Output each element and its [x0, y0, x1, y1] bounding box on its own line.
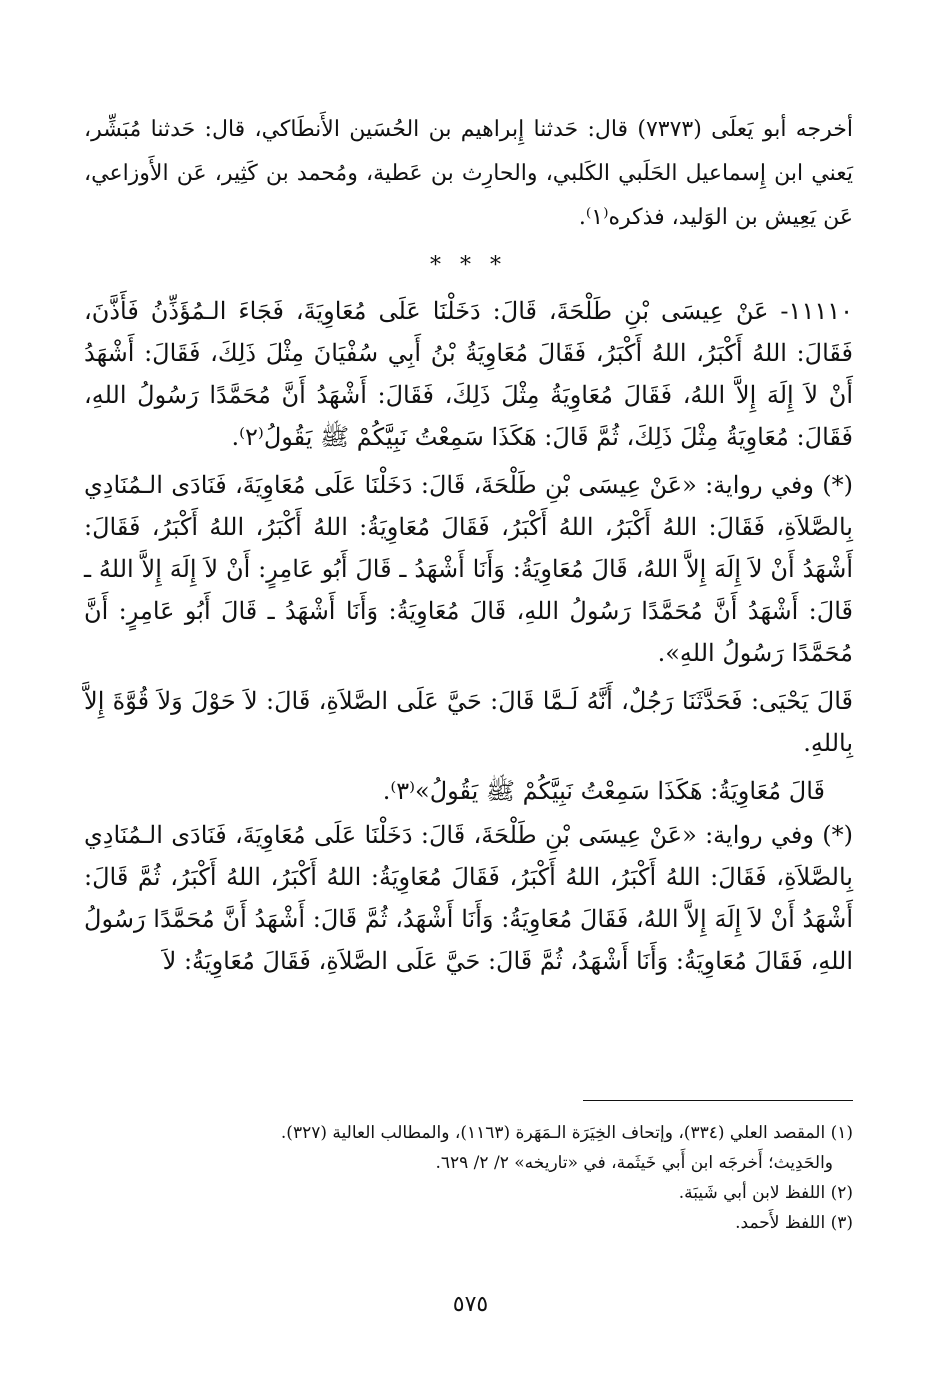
- muawiya-paragraph: قَالَ مُعَاوِيَةُ: هَكَذَا سَمِعْتُ نَبِيَّكُمْ ﷺ يَقُولُ»⁽٣⁾.: [382, 777, 825, 805]
- section-separator: * * *: [430, 253, 507, 278]
- hadith-11110: ١١١١٠- عَنْ عِيسَى بْنِ طَلْحَةَ، قَالَ: دَخَلْنَا عَلَى مُعَاوِيَةَ، فَجَاءَ الـمُؤَذِّنُ فَأَذَّنَ، فَقَالَ: اللهُ أَكْبَرُ، اللهُ أَكْبَرُ، فَقَالَ مُعَاوِيَةُ بْنُ أَبِي سُفْيَانَ مِثْلَ ذَلِكَ، فَقَالَ: أَشْهَدُ أَنْ لاَ إِلَهَ إِلاَّ اللهُ، فَقَالَ مُعَاوِيَةُ مِثْلَ ذَلِكَ، فَقَالَ: أَشْهَدُ أَنَّ مُحَمَّدًا رَسُولُ اللهِ، فَقَالَ: مُعَاوِيَةُ مِثْلَ ذَلِكَ، ثُمَّ قَالَ: هَكَذَا سَمِعْتُ نَبِيَّكُمْ ﷺ يَقُولُ⁽٢⁾.: [84, 297, 853, 451]
- intro-paragraph: أخرجه أبو يَعلَى (٧٣٧٣) قال: حَدثنا إِبراهيم بن الحُسَين الأَنطَاكي، قال: حَدثنا مُبَشِّر، يَعني ابن إِسماعيل الحَلَبي الكَلبي، والحارِث بن عَطية، ومُحمد بن كَثِير، عَن الأَوزاعي، عَن يَعِيش بن الوَليد، فذكره⁽١⁾.: [84, 117, 853, 230]
- footnote-3: (٣) اللفظ لأَحمد.: [735, 1213, 853, 1233]
- riwaya-paragraph-2: (*) وفي رواية: «عَنْ عِيسَى بْنِ طَلْحَةَ، قَالَ: دَخَلْنَا عَلَى مُعَاوِيَةَ، فَنَادَى الـمُنَادِي بِالصَّلاَةِ، فَقَالَ: اللهُ أَكْبَرُ، اللهُ أَكْبَرُ، فَقَالَ مُعَاوِيَةُ: اللهُ أَكْبَرُ، اللهُ أَكْبَرُ، ثُمَّ قَالَ: أَشْهَدُ أَنْ لاَ إِلَهَ إِلاَّ اللهُ، فَقَالَ مُعَاوِيَةُ: وَأَنَا أَشْهَدُ، ثُمَّ قَالَ: أَشْهَدُ أَنَّ مُحَمَّدًا رَسُولُ اللهِ، فَقَالَ مُعَاوِيَةُ: وَأَنَا أَشْهَدُ، ثُمَّ قَالَ: حَيَّ عَلَى الصَّلاَةِ، فَقَالَ مُعَاوِيَةُ: لاَ: [84, 821, 853, 975]
- footnote-divider: [583, 1100, 853, 1101]
- yahya-paragraph: قَالَ يَحْيَى: فَحَدَّثَنَا رَجُلٌ، أَنَّهُ لَـمَّا قَالَ: حَيَّ عَلَى الصَّلاَةِ، قَالَ: لاَ حَوْلَ وَلاَ قُوَّةَ إِلاَّ بِاللهِ.: [84, 687, 853, 757]
- footnotes: [200, 1118, 853, 1238]
- riwaya-paragraph-1: (*) وفي رواية: «عَنْ عِيسَى بْنِ طَلْحَةَ، قَالَ: دَخَلْنَا عَلَى مُعَاوِيَةَ، فَنَادَى الـمُنَادِي بِالصَّلاَةِ، فَقَالَ: اللهُ أَكْبَرُ، اللهُ أَكْبَرُ، فَقَالَ مُعَاوِيَةُ: اللهُ أَكْبَرُ، اللهُ أَكْبَرُ، فَقَالَ: أَشْهَدُ أَنْ لاَ إِلَهَ إِلاَّ اللهُ، قَالَ مُعَاوِيَةُ: وَأَنَا أَشْهَدُ ـ قَالَ أَبُو عَامِرٍ: أَنْ لاَ إِلَهَ إِلاَّ اللهُ ـ قَالَ: أَشْهَدُ أَنَّ مُحَمَّدًا رَسُولُ اللهِ، قَالَ مُعَاوِيَةُ: وَأَنَا أَشْهَدُ ـ قَالَ أَبُو عَامِرٍ: أَنَّ مُحَمَّدًا رَسُولُ اللهِ».: [84, 471, 854, 667]
- footnote-2: (٢) اللفظ لابن أبي شَيبَة.: [678, 1183, 853, 1203]
- page-number: ٥٧٥: [452, 1292, 489, 1317]
- footnote-1: (١) المقصد العلي (٣٣٤)، وإتحاف الخِيَرَة الـمَهَرة (١١٦٣)، والمطالب العالية (٣٢٧).: [280, 1123, 853, 1143]
- footnote-1-continuation: والحَدِيث؛ أَخرجَه ابن أَبي خَيثَمة، في «تاريخه» ٢/ ٢/ ٦٢٩.: [435, 1153, 833, 1173]
